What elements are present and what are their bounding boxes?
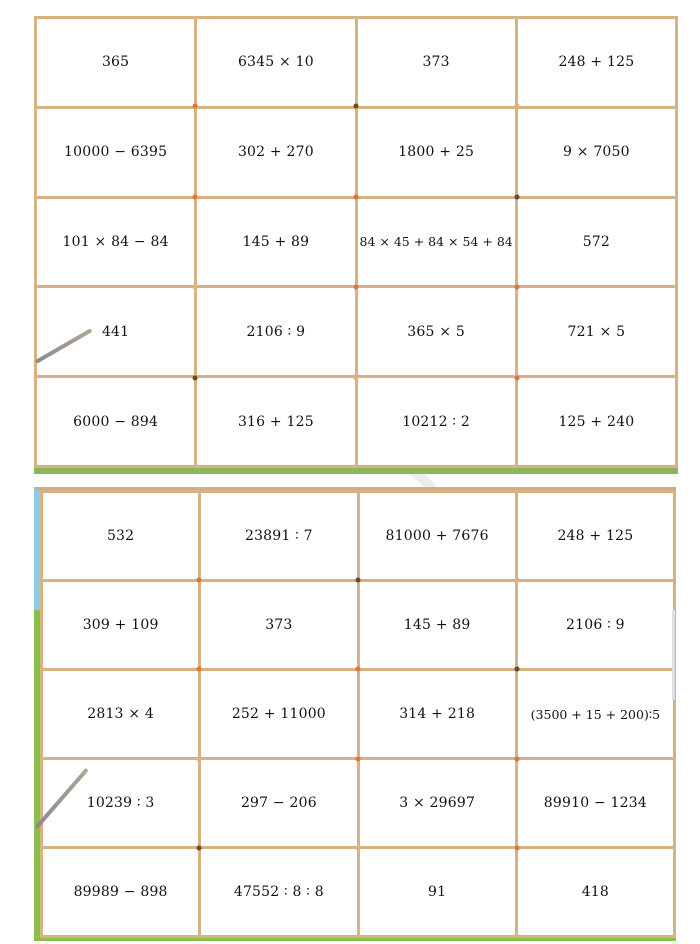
expression-cell[interactable]: 91 (360, 849, 515, 935)
puzzle-grid-2 (40, 490, 676, 938)
scrollbar-track[interactable] (672, 610, 675, 700)
expression-cell[interactable]: 309 + 109 (43, 582, 198, 668)
expression-cell[interactable]: 297 − 206 (201, 760, 356, 846)
expression-cell[interactable]: 6345 × 10 (197, 19, 354, 106)
grid-junction-dot (515, 375, 520, 380)
expression-cell[interactable]: 23891 ∶ 7 (201, 493, 356, 579)
expression-cell[interactable]: 252 + 11000 (201, 671, 356, 757)
puzzle-board-1 (34, 16, 678, 474)
grid-junction-dot (515, 194, 520, 199)
grid-junction-dot (515, 846, 520, 851)
expression-cell[interactable]: 721 × 5 (518, 288, 675, 375)
expression-cell[interactable]: 125 + 240 (518, 378, 675, 465)
expression-cell[interactable]: 302 + 270 (197, 109, 354, 196)
puzzle-board-2 (34, 487, 676, 941)
grid-junction-dot (193, 285, 198, 290)
expression-cell[interactable]: 84 × 45 + 84 × 54 + 84 (358, 199, 515, 286)
expression-cell[interactable]: 89910 − 1234 (518, 760, 673, 846)
expression-cell[interactable]: 1800 + 25 (358, 109, 515, 196)
expression-cell[interactable]: 316 + 125 (197, 378, 354, 465)
expression-cell[interactable]: 10000 − 6395 (37, 109, 194, 196)
grid-junction-dot (197, 577, 202, 582)
expression-cell[interactable]: 532 (43, 493, 198, 579)
grid-junction-dot (197, 846, 202, 851)
expression-cell[interactable]: 145 + 89 (197, 199, 354, 286)
expression-cell[interactable]: 2106 ∶ 9 (518, 582, 673, 668)
grid-junction-dot (354, 194, 359, 199)
grid-junction-dot (356, 846, 361, 851)
expression-cell[interactable]: 248 + 125 (518, 19, 675, 106)
puzzle-grid-1 (34, 16, 678, 468)
expression-cell[interactable]: 441 (37, 288, 194, 375)
expression-cell[interactable]: 6000 − 894 (37, 378, 194, 465)
grid-junction-dot (515, 104, 520, 109)
expression-cell[interactable]: 365 × 5 (358, 288, 515, 375)
grid-junction-dot (354, 375, 359, 380)
expression-cell[interactable]: 145 + 89 (360, 582, 515, 668)
expression-cell[interactable]: 2813 × 4 (43, 671, 198, 757)
expression-cell[interactable]: 373 (358, 19, 515, 106)
expression-cell[interactable]: 365 (37, 19, 194, 106)
grid-junction-dot (354, 104, 359, 109)
expression-cell[interactable]: 9 × 7050 (518, 109, 675, 196)
grid-junction-dot (193, 375, 198, 380)
expression-cell[interactable]: 2106 ∶ 9 (197, 288, 354, 375)
grid-junction-dot (193, 104, 198, 109)
grid-junction-dot (356, 577, 361, 582)
expression-cell[interactable]: 572 (518, 199, 675, 286)
expression-cell[interactable]: (3500 + 15 + 200)∶5 (518, 671, 673, 757)
expression-cell[interactable]: 101 × 84 − 84 (37, 199, 194, 286)
expression-cell[interactable]: 10212 ∶ 2 (358, 378, 515, 465)
expression-cell[interactable]: 10239 ∶ 3 (43, 760, 198, 846)
expression-cell[interactable]: 89989 − 898 (43, 849, 198, 935)
grid-junction-dot (515, 756, 520, 761)
grid-junction-dot (197, 667, 202, 672)
expression-cell[interactable]: 248 + 125 (518, 493, 673, 579)
grid-junction-dot (354, 285, 359, 290)
grid-junction-dot (193, 194, 198, 199)
expression-cell[interactable]: 314 + 218 (360, 671, 515, 757)
expression-cell[interactable]: 81000 + 7676 (360, 493, 515, 579)
grid-junction-dot (356, 756, 361, 761)
grid-junction-dot (197, 756, 202, 761)
expression-cell[interactable]: 3 × 29697 (360, 760, 515, 846)
grid-junction-dot (515, 667, 520, 672)
grid-junction-dot (515, 285, 520, 290)
grid-junction-dot (515, 577, 520, 582)
expression-cell[interactable]: 47552 ∶ 8 ∶ 8 (201, 849, 356, 935)
expression-cell[interactable]: 418 (518, 849, 673, 935)
expression-cell[interactable]: 373 (201, 582, 356, 668)
grid-junction-dot (356, 667, 361, 672)
